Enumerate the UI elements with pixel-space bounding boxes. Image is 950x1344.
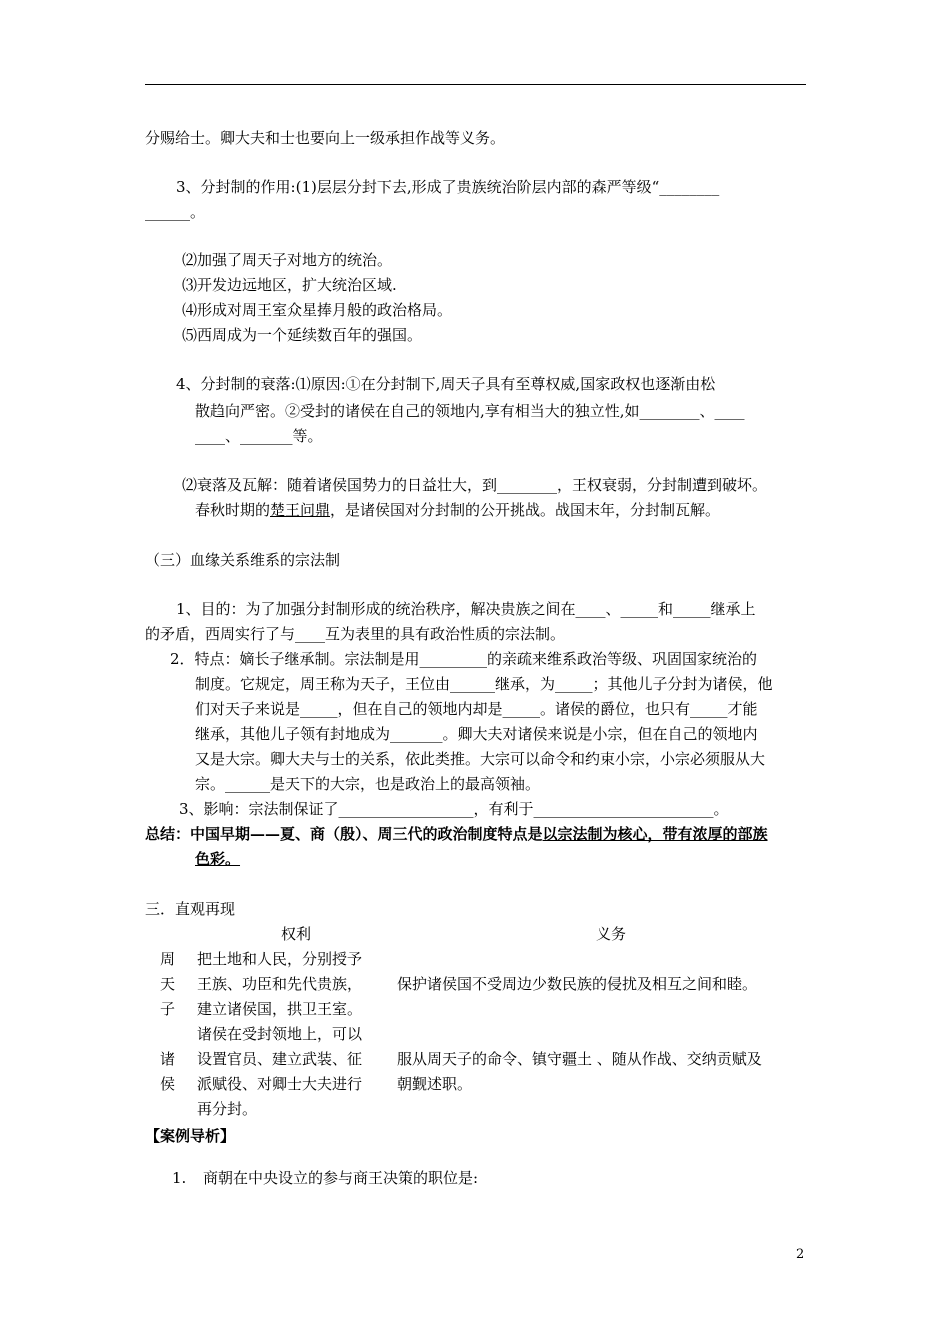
role-item-4: ⑷形成对周王室众星捧月般的政治格局。 (182, 301, 453, 319)
feature-line-6: 宗。______是天下的大宗，也是政治上的最高领袖。 (195, 775, 541, 793)
king-subject-char-3: 子 (160, 1000, 176, 1018)
summary-prefix: 总结：中国早期——夏、商（殷）、周三代的政治制度特点是 (145, 825, 543, 843)
decline-line-5 (195, 499, 720, 521)
summary-line-2: 色彩。 (195, 850, 241, 868)
lord-rights-line-4: 再分封。 (197, 1100, 258, 1118)
decline-line-5-prefix: 春秋时期的 (195, 501, 271, 519)
lord-subject-char-2: 侯 (160, 1075, 176, 1093)
king-rights-line-3: 建立诸侯国，拱卫王室。 (197, 1000, 363, 1018)
role-heading-line-2: ______。 (145, 203, 206, 221)
feature-line-2: 制度。它规定，周王称为天子，王位由______继承，为_____；其他儿子分封为诸侯，他 (195, 675, 773, 693)
column-header-rights: 权利 (281, 925, 312, 943)
lord-duties-line-1: 服从周天子的命令、镇守疆土 、随从作战、交纳贡赋及 (397, 1050, 762, 1068)
decline-line-4: ⑵衰落及瓦解：随着诸侯国势力的日益壮大，到________，王权衰弱，分封制遭到破坏。 (182, 476, 768, 494)
question-1-number: 1. (172, 1169, 187, 1187)
feature-line-3: 们对天子来说是_____，但在自己的领地内却是_____。诸侯的爵位，也只有_____才能 (195, 700, 758, 718)
lord-rights-line-2: 设置官员、建立武装、征 (197, 1050, 363, 1068)
purpose-line-2: 的矛盾，西周实行了与____互为表里的具有政治性质的宗法制。 (145, 625, 566, 643)
page-number: 2 (796, 1247, 805, 1262)
role-heading-line-1: 3、分封制的作用:(1)层层分封下去,形成了贵族统治阶层内部的森严等级“________ (176, 178, 720, 196)
purpose-line-1: 1、目的：为了加强分封制形成的统治秩序，解决贵族之间在____、_____和_____继承上 (176, 600, 756, 618)
decline-line-3: ____、_______等。 (195, 427, 323, 445)
lord-subject-char-1: 诸 (160, 1050, 176, 1068)
section-3-title: （三）血缘关系维系的宗法制 (145, 551, 341, 569)
king-subject-char-2: 天 (160, 975, 176, 993)
feature-line-5: 又是大宗。卿大夫与士的关系，依此类推。大宗可以命令和约束小宗，小宗必须服从大 (195, 750, 766, 768)
king-rights-line-1: 把土地和人民，分别授予 (197, 950, 363, 968)
case-analysis-title: 【案例导析】 (145, 1127, 236, 1145)
summary-emphasis: 以宗法制为核心，带有浓厚的部族 (542, 825, 768, 843)
visual-section-title: 三．直观再现 (145, 900, 236, 918)
continuation-line: 分赐给士。卿大夫和士也要向上一级承担作战等义务。 (145, 129, 506, 147)
king-subject-char-1: 周 (160, 950, 176, 968)
influence-line: 3、影响：宗法制保证了__________________，有利于________________________。 (179, 800, 729, 818)
header-rule (145, 84, 806, 85)
decline-line-1: 4、分封制的衰落:⑴原因:①在分封制下,周天子具有至尊权威,国家政权也逐渐由松 (176, 375, 716, 393)
king-rights-line-2: 王族、功臣和先代贵族， (197, 975, 363, 993)
feature-line-4: 继承，其他儿子领有封地成为_______。卿大夫对诸侯来说是小宗，但在自己的领地内 (195, 725, 758, 743)
king-duties-line-1: 保护诸侯国不受周边少数民族的侵扰及相互之间和睦。 (397, 975, 758, 993)
decline-line-2: 散趋向严密。②受封的诸侯在自己的领地内,享有相当大的独立性,如________、____ (195, 402, 745, 420)
role-item-5: ⑸西周成为一个延续数百年的强国。 (182, 326, 423, 344)
role-item-2: ⑵加强了周天子对地方的统治。 (182, 251, 393, 269)
decline-line-5-suffix: ，是诸侯国对分封制的公开挑战。战国末年，分封制瓦解。 (330, 501, 721, 519)
lord-rights-line-1: 诸侯在受封领地上，可以 (197, 1025, 363, 1043)
lord-rights-line-3: 派赋役、对卿士大夫进行 (197, 1075, 363, 1093)
column-header-duties: 义务 (596, 925, 627, 943)
chu-king-asks-ding: 楚王问鼎 (270, 501, 331, 519)
lord-duties-line-2: 朝觐述职。 (397, 1075, 473, 1093)
question-1-text: 商朝在中央设立的参与商王决策的职位是: (203, 1169, 479, 1187)
summary-line-1 (145, 823, 768, 845)
feature-line-1: 2．特点：嫡长子继承制。宗法制是用_________的亲疏来维系政治等级、巩固国家统治的 (170, 650, 758, 668)
role-item-3: ⑶开发边远地区，扩大统治区域. (182, 276, 397, 294)
